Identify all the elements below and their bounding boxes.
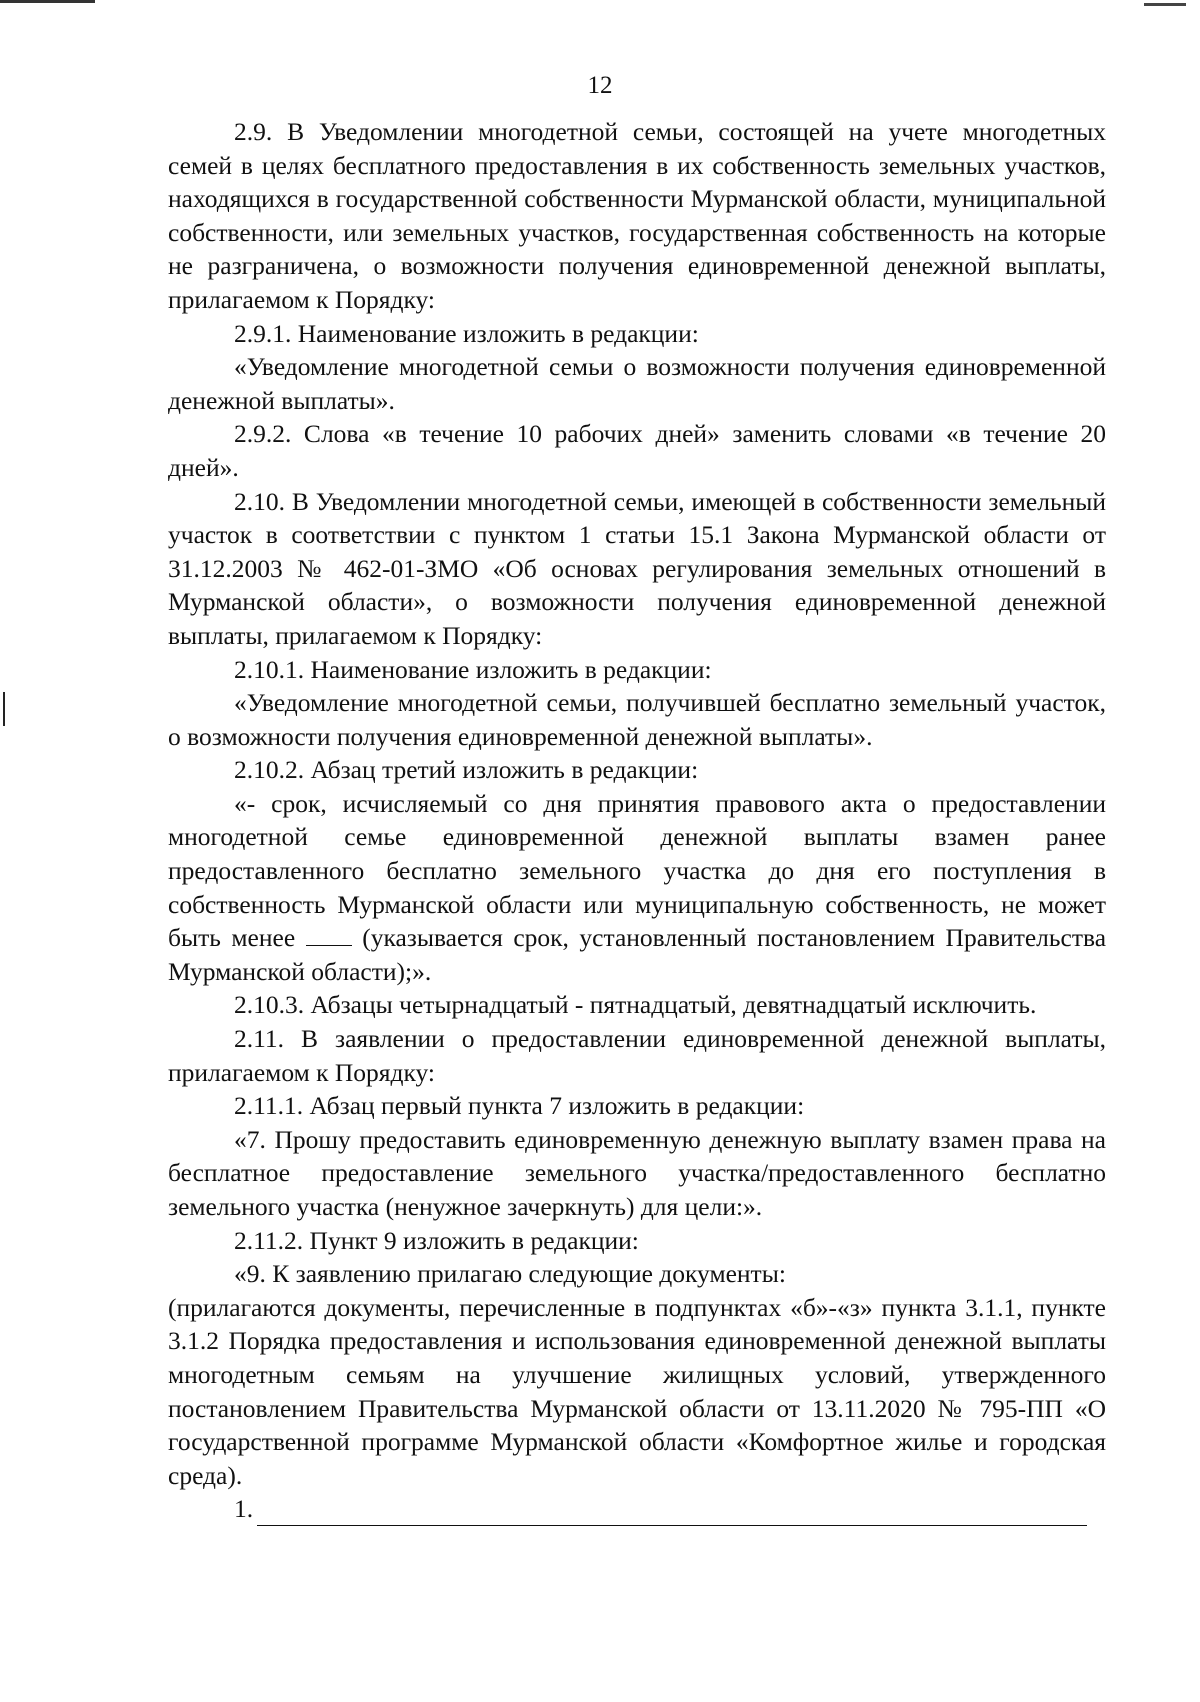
paragraph-2-10-3: 2.10.3. Абзацы четырнадцатый - пятнадцатый, девятнадцатый исключить. [234,990,1037,1020]
quote-2-10-2-before: «- срок, исчисляемый со дня принятия правового акта о предоставлении многодетной семье единовременной денежной выплаты взамен ранее предоставленного бесплатно земельного участка до дня его поступления в собственность Мурманской области или муниципальную собственность, не может быть менее [168,788,1106,953]
paragraph-2-9: 2.9. В Уведомлении многодетной семьи, состоящей на учете многодетных семей в целях бесплатного предоставления в их собственность земельных участков, находящихся в государственной собственности Мурманской области, муниципальной собственности, или земельных участков, государственная собственность на которые не разграничена, о возможности получения единовременной денежной выплаты, прилагаемом к Порядку: [168,117,1106,314]
paragraph-2-9-2: 2.9.2. Слова «в течение 10 рабочих дней» заменить словами «в течение 20 дней». [168,419,1106,482]
paragraph-2-11-2: 2.11.2. Пункт 9 изложить в редакции: [234,1225,639,1255]
document-body [168,115,1106,1526]
quote-2-10-1: «Уведомление многодетной семьи, получившей бесплатно земельный участок, о возможности получения единовременной денежной выплаты». [168,688,1106,751]
note-documents-list: (прилагаются документы, перечисленные в подпунктах «б»-«з» пункта 3.1.1, пункте 3.1.2 Порядка предоставления и использования единовременной денежной выплаты многодетным семьям на улучшение жилищных условий, утвержденного постановлением Правительства Мурманской области от 13.11.2020 № 795-ПП «О государственной программе Мурманской области «Комфортное жилье и городская среда). [168,1292,1106,1490]
paragraph-2-11: 2.11. В заявлении о предоставлении единовременной денежной выплаты, прилагаемом к Порядку: [168,1024,1106,1087]
paragraph-2-10-2: 2.10.2. Абзац третий изложить в редакции: [234,755,699,785]
page-number: 12 [587,72,613,99]
blank-fill-line [306,923,352,946]
fill-in-line [257,1499,1087,1526]
quote-2-10-2-after: (указывается срок, установленный постановлением Правительства Мурманской области);». [168,923,1107,986]
paragraph-2-10-1: 2.10.1. Наименование изложить в редакции: [234,654,712,684]
quote-2-10-2 [168,787,1106,989]
paragraph-2-11-1: 2.11.1. Абзац первый пункта 7 изложить в редакции: [234,1091,805,1121]
quote-2-11-2: «9. К заявлению прилагаю следующие документы: [234,1259,786,1289]
quote-2-11-1: «7. Прошу предоставить единовременную денежную выплату взамен права на бесплатное предоставление земельного участка/предоставленного бесплатно земельного участка (ненужное зачеркнуть) для цели:». [168,1124,1106,1221]
list-item-1 [168,1492,1106,1526]
scan-edge-mark [3,692,5,726]
quote-2-9-1: «Уведомление многодетной семьи о возможности получения единовременной денежной выплаты». [168,352,1106,415]
scan-edge-mark [1144,3,1186,6]
paragraph-2-10: 2.10. В Уведомлении многодетной семьи, имеющей в собственности земельный участок в соответствии с пунктом 1 статьи 15.1 Закона Мурманской области от 31.12.2003 № 462-01-ЗМО «Об основах регулирования земельных отношений в Мурманской области», о возможности получения единовременной денежной выплаты, прилагаемом к Порядку: [168,486,1106,650]
list-item-number: 1. [234,1494,254,1524]
scan-edge-mark [0,0,95,3]
paragraph-2-9-1: 2.9.1. Наименование изложить в редакции: [234,318,699,348]
